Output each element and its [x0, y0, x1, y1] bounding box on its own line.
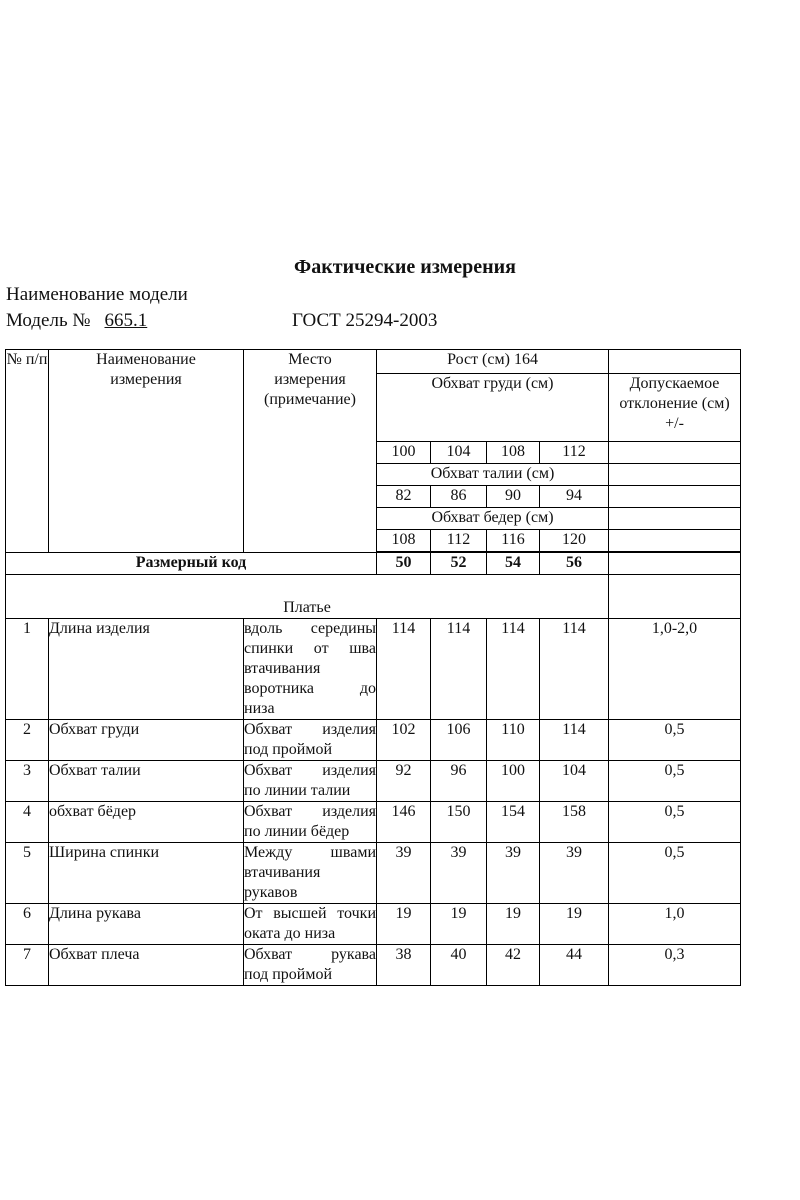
- row-name: Ширина спинки: [49, 843, 244, 904]
- blank-cell: [609, 530, 741, 552]
- table-row: [6, 720, 741, 761]
- row-value: 42: [487, 945, 540, 986]
- hip-size-cell: 120: [540, 530, 609, 552]
- row-value: 39: [540, 843, 609, 904]
- blank-cell: [609, 575, 741, 619]
- row-name: обхват бёдер: [49, 802, 244, 843]
- row-tolerance: 0,3: [609, 945, 741, 986]
- row-tolerance: 0,5: [609, 802, 741, 843]
- size-code-cell: 56: [540, 553, 609, 575]
- row-value: 96: [431, 761, 487, 802]
- blank-cell: [609, 508, 741, 530]
- header-measurement-place: Место измерения (примечание): [244, 350, 377, 553]
- blank-cell: [609, 553, 741, 575]
- row-value: 92: [377, 761, 431, 802]
- bust-size-cell: 112: [540, 442, 609, 464]
- row-value: 19: [540, 904, 609, 945]
- row-number: 7: [6, 945, 49, 986]
- header-blank: [609, 350, 741, 374]
- bust-size-cell: 108: [487, 442, 540, 464]
- row-name: Обхват талии: [49, 761, 244, 802]
- hip-size-cell: 108: [377, 530, 431, 552]
- size-code-cell: 50: [377, 553, 431, 575]
- row-value: 44: [540, 945, 609, 986]
- waist-size-cell: 90: [487, 486, 540, 508]
- row-name: Обхват груди: [49, 720, 244, 761]
- waist-size-cell: 86: [431, 486, 487, 508]
- blank-cell: [609, 464, 741, 486]
- row-number: 2: [6, 720, 49, 761]
- row-value: 19: [431, 904, 487, 945]
- row-value: 104: [540, 761, 609, 802]
- model-name-label: Наименование модели: [6, 284, 188, 305]
- row-value: 19: [487, 904, 540, 945]
- measurements-table: [5, 349, 741, 986]
- table-row: [6, 802, 741, 843]
- size-code-cell: 54: [487, 553, 540, 575]
- size-code-label: Размерный код: [6, 553, 377, 575]
- row-number: 5: [6, 843, 49, 904]
- row-tolerance: 0,5: [609, 761, 741, 802]
- row-number: 1: [6, 619, 49, 720]
- waist-size-cell: 94: [540, 486, 609, 508]
- row-note: вдоль середины спинки от шва втачивания воротника до низа: [244, 619, 377, 720]
- row-value: 154: [487, 802, 540, 843]
- row-value: 39: [377, 843, 431, 904]
- table-row: [6, 904, 741, 945]
- row-value: 114: [540, 720, 609, 761]
- blank-cell: [609, 442, 741, 464]
- row-value: 106: [431, 720, 487, 761]
- row-value: 38: [377, 945, 431, 986]
- row-name: Длина рукава: [49, 904, 244, 945]
- row-value: 40: [431, 945, 487, 986]
- row-value: 100: [487, 761, 540, 802]
- row-value: 39: [431, 843, 487, 904]
- row-value: 114: [431, 619, 487, 720]
- row-value: 158: [540, 802, 609, 843]
- model-number-label: Модель №: [6, 310, 91, 331]
- header-number: № п/п: [6, 350, 49, 553]
- row-tolerance: 0,5: [609, 720, 741, 761]
- waist-size-cell: 82: [377, 486, 431, 508]
- size-code-cell: 52: [431, 553, 487, 575]
- row-note: Обхват изделия по линии бёдер: [244, 802, 377, 843]
- hip-size-cell: 116: [487, 530, 540, 552]
- section-title: Платье: [6, 575, 609, 619]
- header-measurement-name: Наименование измерения: [49, 350, 244, 553]
- table-row: [6, 945, 741, 986]
- header-height: Рост (см) 164: [377, 350, 609, 374]
- row-note: Обхват изделия под проймой: [244, 720, 377, 761]
- row-note: Обхват рукава под проймой: [244, 945, 377, 986]
- standard-label: ГОСТ 25294-2003: [292, 310, 438, 331]
- row-value: 146: [377, 802, 431, 843]
- header-bust: Обхват груди (см): [377, 374, 609, 442]
- table-row: [6, 761, 741, 802]
- row-value: 102: [377, 720, 431, 761]
- model-number-line: [6, 310, 438, 332]
- row-value: 114: [377, 619, 431, 720]
- row-tolerance: 0,5: [609, 843, 741, 904]
- blank-cell: [609, 486, 741, 508]
- table-row: [6, 619, 741, 720]
- row-value: 39: [487, 843, 540, 904]
- hip-size-cell: 112: [431, 530, 487, 552]
- header-waist: Обхват талии (см): [377, 464, 609, 486]
- row-value: 114: [487, 619, 540, 720]
- bust-size-cell: 104: [431, 442, 487, 464]
- row-tolerance: 1,0: [609, 904, 741, 945]
- row-number: 6: [6, 904, 49, 945]
- header-hips: Обхват бедер (см): [377, 508, 609, 530]
- row-number: 3: [6, 761, 49, 802]
- row-number: 4: [6, 802, 49, 843]
- row-value: 110: [487, 720, 540, 761]
- bust-size-cell: 100: [377, 442, 431, 464]
- row-tolerance: 1,0-2,0: [609, 619, 741, 720]
- model-number: 665.1: [104, 310, 148, 331]
- row-note: Между швами втачивания рукавов: [244, 843, 377, 904]
- document-title: Фактические измерения: [294, 256, 516, 278]
- row-note: От высшей точки оката до низа: [244, 904, 377, 945]
- row-name: Длина изделия: [49, 619, 244, 720]
- row-value: 114: [540, 619, 609, 720]
- row-value: 150: [431, 802, 487, 843]
- row-value: 19: [377, 904, 431, 945]
- row-note: Обхват изделия по линии талии: [244, 761, 377, 802]
- table-row: [6, 843, 741, 904]
- header-tolerance: Допускаемое отклонение (см) +/-: [609, 374, 741, 442]
- row-name: Обхват плеча: [49, 945, 244, 986]
